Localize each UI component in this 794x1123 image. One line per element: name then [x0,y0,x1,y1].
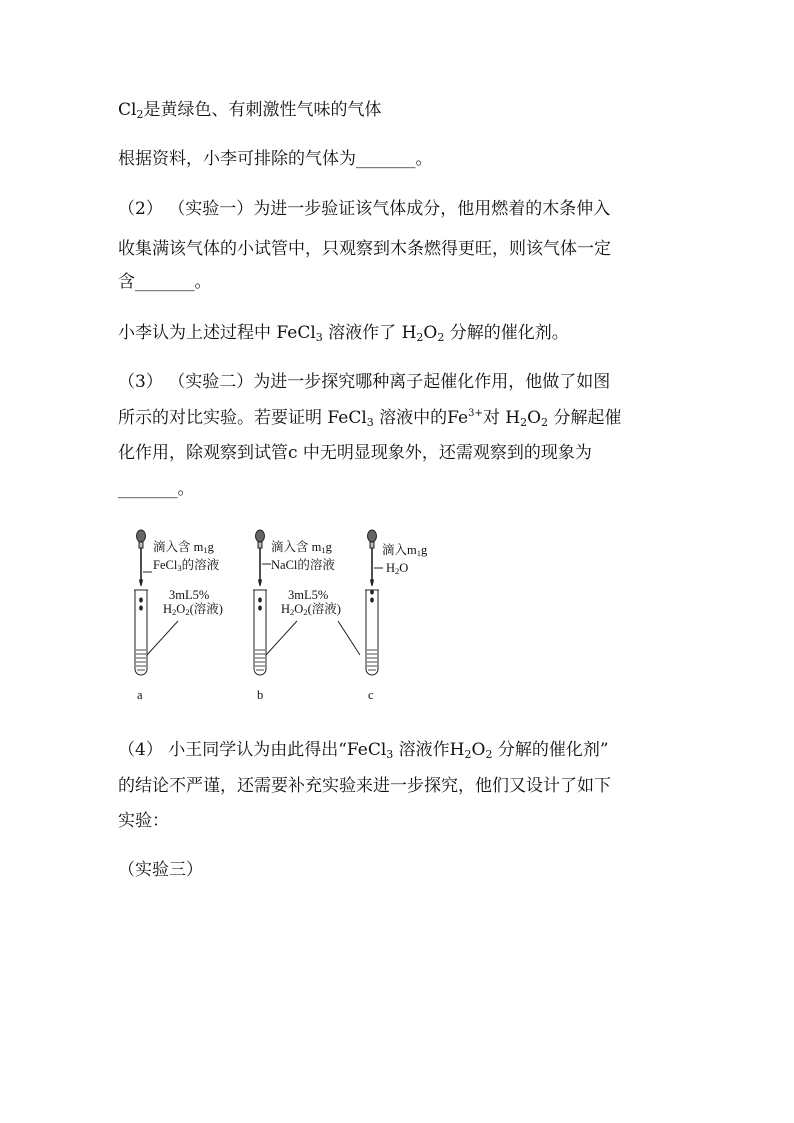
tube-a-solution-name [163,602,223,616]
text-line-cl2 [118,99,381,121]
catalyst-sub-2: 2 [416,331,424,344]
tube-c-reagent-line-2 [386,561,408,575]
tube-b-letter: b [257,688,264,702]
text-line-q2 [118,198,610,220]
tube-b-o: O [294,602,304,616]
q3-sub-3: 2 [541,416,549,429]
q4-sub-1: 3 [386,748,394,761]
text-line-q3-4 [118,478,195,500]
q4-sub-2: 2 [464,748,472,761]
tube-c-reagent-unit: g [420,543,428,557]
q3-sub-2: 2 [520,416,528,429]
cl2-subscript: 2 [136,108,144,121]
experiment-3-heading: （实验三） [118,860,203,880]
tube-a-o-sub: 2 [185,607,190,617]
tube-b-h: H [281,602,291,616]
tube-a-reagent-sub: 1 [203,545,208,555]
q3-line-1: （3） （实验二）为进一步探究哪种离子起催化作用，他做了如图 [118,372,611,392]
text-line-q2-2 [118,238,611,260]
tube-a-formula-sub: 3 [177,563,182,573]
q4-line-2: 的结论不严谨，还需要补充实验来进一步探究，他们又设计了如下 [118,776,611,796]
tube-a-solution: 的溶液 [181,558,220,572]
tube-b-solution-volume [288,588,328,602]
tube-c-reagent-line-1 [382,543,427,557]
tube-c-o: O [399,561,409,575]
text-line-q4-3 [118,810,169,832]
tube-a-letter: a [137,688,143,702]
catalyst-sub-3: 2 [437,331,445,344]
tube-a-h-sub: 2 [172,607,177,617]
dropper-c [368,530,377,586]
text-line-q3-3 [118,442,592,464]
text-line-q3-2 [118,407,621,429]
q3-line-4: _______。 [118,479,195,499]
tube-b-solution-name [281,602,341,616]
text-line-q3-1 [118,371,610,393]
tube-c [365,568,383,675]
q2-line-3: 含_______。 [118,272,212,292]
q4-text-4: 分解的催化剂” [492,740,609,760]
cl2-formula: Cl [118,100,137,120]
catalyst-text-1: 小李认为上述过程中 FeCl [118,323,316,343]
q3-text-3: 对 H [482,408,521,428]
tube-b-reagent-unit: g [325,540,332,554]
tube-b-reagent-line-2 [271,558,335,572]
q4-text-2: 溶液作H [393,740,465,760]
q2-line-2: 收集满该气体的小试管中，只观察到木条燃得更旺，则该气体一定 [118,239,611,259]
catalyst-sub-1: 3 [315,331,323,344]
cl2-description: 是黄绿色、有刺激性气味的气体 [143,100,382,120]
catalyst-text-3: O [423,323,438,343]
tube-b-o-sub: 2 [303,607,308,617]
q3-text-1: 所示的对比实验。若要证明 FeCl [118,408,367,428]
tube-c-h: H [386,561,396,575]
tube-b-reagent-sub: 1 [321,545,326,555]
text-line-catalyst [118,322,569,344]
tube-a-h: H [163,602,173,616]
tube-a-reagent-line-2 [153,558,219,572]
catalyst-text-4: 分解的催化剂。 [444,323,569,343]
tube-b-reagent-text: 滴入含 m [271,540,322,554]
tube-c-letter: c [368,688,374,702]
text-line-q4-1 [118,739,609,761]
tube-a-formula: FeCl [153,558,178,572]
tube-b-h-sub: 2 [290,607,295,617]
tube-a-reagent-line-1 [153,540,214,554]
exclude-gas-question: 根据资料，小李可排除的气体为_______。 [118,149,433,169]
tube-c-reagent-sub: 1 [416,548,421,558]
q3-text-2: 溶液中的Fe [373,408,469,428]
catalyst-text-2: 溶液作了 H [322,323,417,343]
q3-sub-1: 3 [366,416,374,429]
tube-a-label [137,688,143,702]
tube-a-o: O [176,602,186,616]
q4-line-3: 实验： [118,811,169,831]
tube-a-solution-word: (溶液) [189,602,223,616]
tube-b-reagent-line-1 [271,540,332,554]
tube-a-reagent-text: 滴入含 m [153,540,204,554]
text-line-exclude-gas [118,148,433,170]
tube-c-reagent-text: 滴入m [382,543,417,557]
tube-b-label [257,688,263,702]
q3-sup-1: 3+ [468,408,483,419]
q3-line-3: 化作用，除观察到试管c 中无明显现象外，还需观察到的现象为 [118,443,592,463]
q3-text-5: 分解起催 [548,408,622,428]
tube-b-volume-text: 3mL5% [288,588,329,602]
text-line-q2-3 [118,271,212,293]
experiment-figure [120,528,450,706]
tube-c-h-sub: 2 [395,566,400,576]
tube-a-reagent-unit: g [207,540,214,554]
q4-text-3: O [471,740,486,760]
q4-text-1: （4） 小王同学认为由此得出“FeCl [118,740,387,760]
text-line-q4-2 [118,775,611,797]
tube-b-solution: NaCl的溶液 [271,558,335,572]
tube-c-label [368,688,374,702]
tube-b-solution-word: (溶液) [307,602,341,616]
q3-text-4: O [527,408,542,428]
dropper-b [256,530,265,586]
q2-line-1: （2） （实验一）为进一步验证该气体成分，他用燃着的木条伸入 [118,199,611,219]
tube-b [253,564,360,675]
q4-sub-3: 2 [485,748,493,761]
tube-a-volume-text: 3mL5% [169,588,210,602]
dropper-a [137,530,146,586]
tube-a-solution-volume [169,588,209,602]
text-line-experiment-3 [118,859,203,881]
